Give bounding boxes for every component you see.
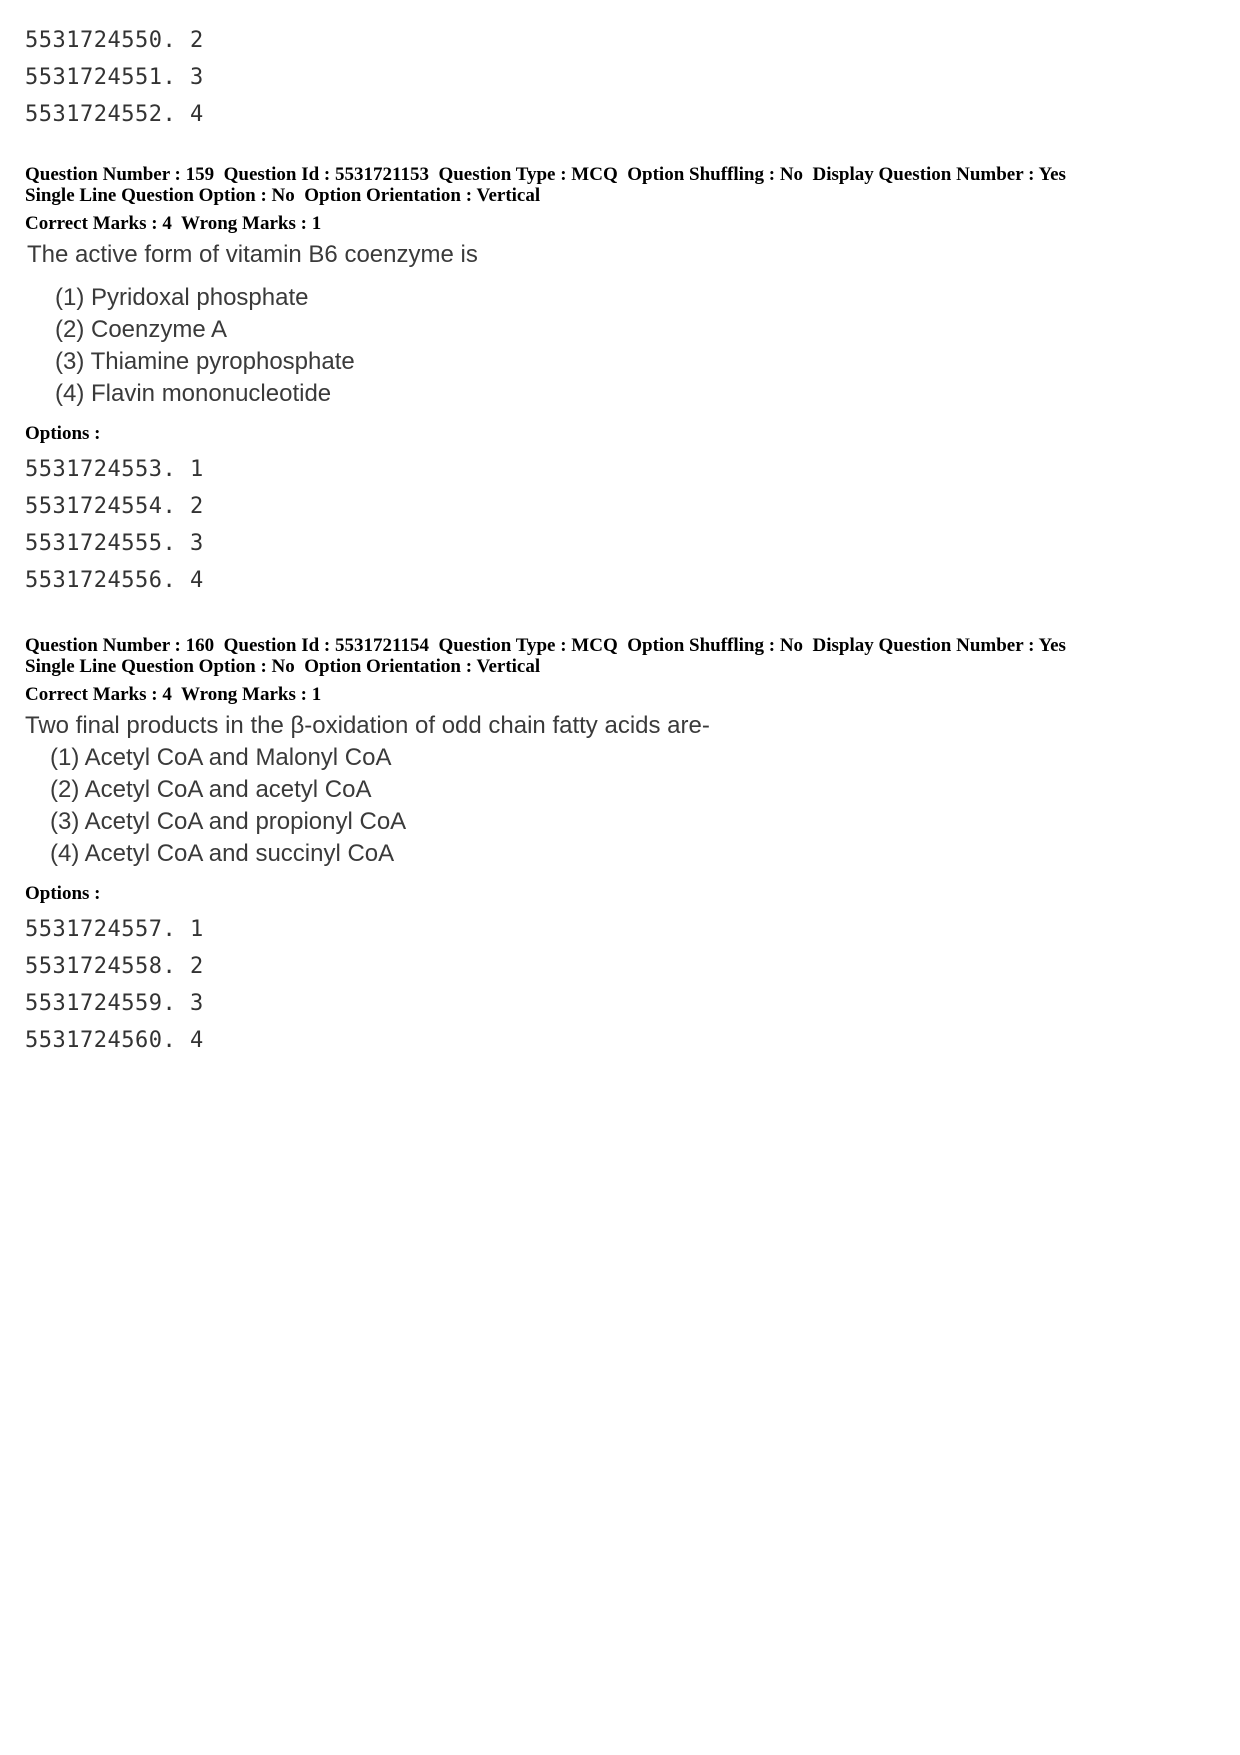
- option-id: 5531724557. 1: [25, 917, 204, 942]
- answer-choices: [25, 742, 1215, 870]
- answer-choice: (4) Flavin mononucleotide: [55, 380, 332, 407]
- question-marks: Correct Marks : 4 Wrong Marks : 1: [25, 213, 322, 234]
- answer-choice: (3) Acetyl CoA and propionyl CoA: [50, 808, 407, 835]
- answer-choice: (3) Thiamine pyrophosphate: [55, 348, 355, 375]
- answer-choice: (1) Pyridoxal phosphate: [55, 284, 309, 311]
- answer-choice: (4) Acetyl CoA and succinyl CoA: [50, 840, 395, 867]
- option-id: 5531724552. 4: [25, 102, 204, 127]
- question-block-159: [25, 164, 1215, 599]
- option-id: 5531724559. 3: [25, 991, 204, 1016]
- option-id: 5531724560. 4: [25, 1028, 204, 1053]
- option-id: 5531724553. 1: [25, 457, 204, 482]
- answer-choice: (2) Coenzyme A: [55, 316, 228, 343]
- question-meta-secondary: Single Line Question Option : No Option Orientation : Vertical: [25, 185, 541, 206]
- question-block-160: [25, 635, 1215, 1059]
- option-list: [25, 911, 1215, 1059]
- option-id: 5531724558. 2: [25, 954, 204, 979]
- options-label: Options :: [25, 423, 101, 444]
- answer-choice: (1) Acetyl CoA and Malonyl CoA: [50, 744, 392, 771]
- question-marks: Correct Marks : 4 Wrong Marks : 1: [25, 684, 322, 705]
- option-id: 5531724555. 3: [25, 531, 204, 556]
- question-meta: Question Number : 159 Question Id : 5531721153 Question Type : MCQ Option Shuffling : No Display Question Number : Yes: [25, 164, 1066, 185]
- question-text: Two final products in the β-oxidation of odd chain fatty acids are-: [25, 712, 710, 739]
- answer-choice: (2) Acetyl CoA and acetyl CoA: [50, 776, 372, 803]
- option-list: [25, 451, 1215, 599]
- option-id: 5531724554. 2: [25, 494, 204, 519]
- previous-question-options: [25, 22, 1215, 133]
- option-id: 5531724556. 4: [25, 568, 204, 593]
- options-label: Options :: [25, 883, 101, 904]
- question-meta-secondary: Single Line Question Option : No Option Orientation : Vertical: [25, 656, 541, 677]
- option-id: 5531724551. 3: [25, 65, 204, 90]
- question-text: The active form of vitamin B6 coenzyme is: [27, 241, 478, 268]
- option-id: 5531724550. 2: [25, 28, 204, 53]
- answer-choices: [25, 282, 1215, 410]
- question-meta: Question Number : 160 Question Id : 5531721154 Question Type : MCQ Option Shuffling : No Display Question Number : Yes: [25, 635, 1066, 656]
